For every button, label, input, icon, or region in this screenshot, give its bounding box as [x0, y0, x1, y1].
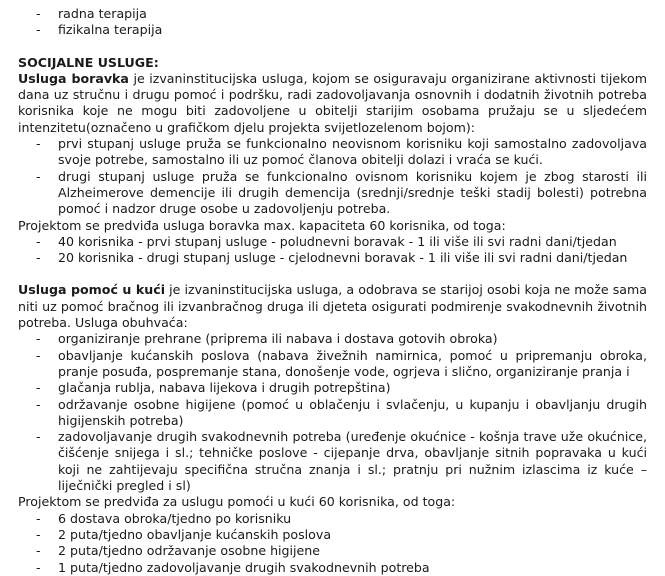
- boravak-title: Usluga boravka: [18, 70, 129, 86]
- pomoc-services-list: [18, 331, 647, 494]
- dash-marker: -: [36, 380, 41, 396]
- section-heading: SOCIJALNE USLUGE:: [18, 54, 159, 70]
- pomoc-text: je izvaninstitucijska usluga, a odobrava se starijoj osobi koja ne može sama niti uz pomoć bračnog ili izvanbračnog druga ili djeteta osigurati podmirenje svakodnevnih životnih potreba. Usluga obuhvaća:: [18, 282, 647, 331]
- list-item-text: 40 korisnika - prvi stupanj usluge - poludnevni boravak - 1 ili više ili svi radni dani/tjedan: [58, 233, 617, 249]
- boravak-paragraph: [18, 71, 647, 136]
- list-item-text: prvi stupanj usluge pruža se funkcionalno neovisnom korisniku koji samostalno zadovoljava svoje potrebe, samostalno ili uz pomoć članova obitelji dolazi i vraća se kući.: [58, 136, 647, 168]
- list-item: [18, 543, 647, 559]
- dash-marker: -: [36, 543, 41, 559]
- pomoc-title: Usluga pomoć u kući: [18, 282, 166, 298]
- list-item-text: 2 puta/tjedno održavanje osobne higijene: [58, 543, 321, 559]
- list-item-text: 2 puta/tjedno obavljanje kućanskih poslova: [58, 526, 332, 542]
- list-item: [18, 380, 647, 396]
- list-item: [18, 429, 647, 494]
- dash-marker: -: [36, 233, 41, 249]
- list-item-text: 1 puta/tjedno zadovoljavanje drugih svakodnevnih potreba: [58, 559, 430, 575]
- list-item: [18, 397, 647, 430]
- dash-marker: -: [36, 347, 41, 363]
- list-item: [18, 22, 647, 38]
- list-item-text: glačanja rublja, nabava lijekova i drugih potrepština): [58, 380, 391, 396]
- list-item-text: zadovoljavanje drugih svakodnevnih potreba (uređenje okućnice - košnja trave uže okućnice, čišćenje snijega i sl.; tehničke poslove - cijepanje drva, obavljanje sitnih popravaka u kući koji ne zahtijevaju specifična stručna znanja i sl.; pratnju pri nužnim izlascima iz kuće – liječnički pregled i sl): [58, 429, 647, 494]
- dash-marker: -: [36, 250, 41, 266]
- spacer: [18, 266, 647, 282]
- dash-marker: -: [36, 510, 41, 526]
- therapy-list: [18, 6, 647, 39]
- pomoc-capacity-text: Projektom se predviđa za uslugu pomoći u kući 60 korisnika, od toga:: [18, 494, 456, 510]
- list-item-text: 20 korisnika - drugi stupanj usluge - cjelodnevni boravak - 1 ili više ili svi radni dani/tjedan: [58, 250, 628, 266]
- list-item: [18, 234, 647, 250]
- list-item: [18, 560, 647, 576]
- pomoc-capacity-list: [18, 511, 647, 576]
- list-item-text: radna terapija: [58, 6, 147, 21]
- dash-marker: -: [36, 136, 41, 152]
- dash-marker: -: [36, 559, 41, 575]
- dash-marker: -: [36, 168, 41, 184]
- dash-marker: -: [36, 6, 41, 21]
- dash-marker: -: [36, 331, 41, 347]
- list-item-text: 6 dostava obroka/tjedno po korisniku: [58, 510, 292, 526]
- list-item: [18, 527, 647, 543]
- list-item-text: organiziranje prehrane (priprema ili nabava i dostava gotovih obroka): [58, 331, 498, 347]
- list-item: [18, 331, 647, 347]
- dash-marker: -: [36, 22, 41, 38]
- list-item: [18, 6, 647, 22]
- pomoc-paragraph: [18, 282, 647, 331]
- boravak-capacity-text: Projektom se predviđa usluga boravka max. kapaciteta 60 korisnika, od toga:: [18, 217, 506, 233]
- list-item: [18, 169, 647, 218]
- dash-marker: -: [36, 396, 41, 412]
- list-item: [18, 250, 647, 266]
- spacer: [18, 39, 647, 55]
- boravak-levels-list: [18, 136, 647, 217]
- dash-marker: -: [36, 429, 41, 445]
- list-item: [18, 348, 647, 381]
- list-item: [18, 511, 647, 527]
- dash-marker: -: [36, 526, 41, 542]
- list-item-text: fizikalna terapija: [58, 22, 163, 38]
- list-item-text: obavljanje kućanskih poslova (nabava živežnih namirnica, pomoć u pripremanju obroka, pranje posuđa, pospremanje stana, donošenje vode, ogrjeva i slično, organiziranje pranja i: [58, 347, 647, 379]
- list-item-text: održavanje osobne higijene (pomoć u oblačenju i svlačenju, u kupanju i obavljanju drugih higijenskih potreba): [58, 396, 647, 428]
- boravak-capacity-list: [18, 234, 647, 267]
- boravak-text: je izvaninstitucijska usluga, kojom se osiguravaju organizirane aktivnosti tijekom dana uz stručnu i drugu pomoć i podršku, radi zadovoljavanja osnovnih i dodatnih životnih potreba korisnika koje ne mogu biti zadovoljene u obitelji starijim osobama pružaju se u sljedećem intenzitetu(označeno u grafičkom djelu projekta svijetlozelenom bojom):: [18, 70, 647, 135]
- list-item: [18, 136, 647, 169]
- list-item-text: drugi stupanj usluge pruža se funkcionalno ovisnom korisniku kojem je zbog starosti ili Alzheimerove demencije ili drugih demencija (srednji/srednje teški stadij bolesti) potrebna pomoć i nadzor druge osobe u zadovoljenju potreba.: [58, 168, 647, 217]
